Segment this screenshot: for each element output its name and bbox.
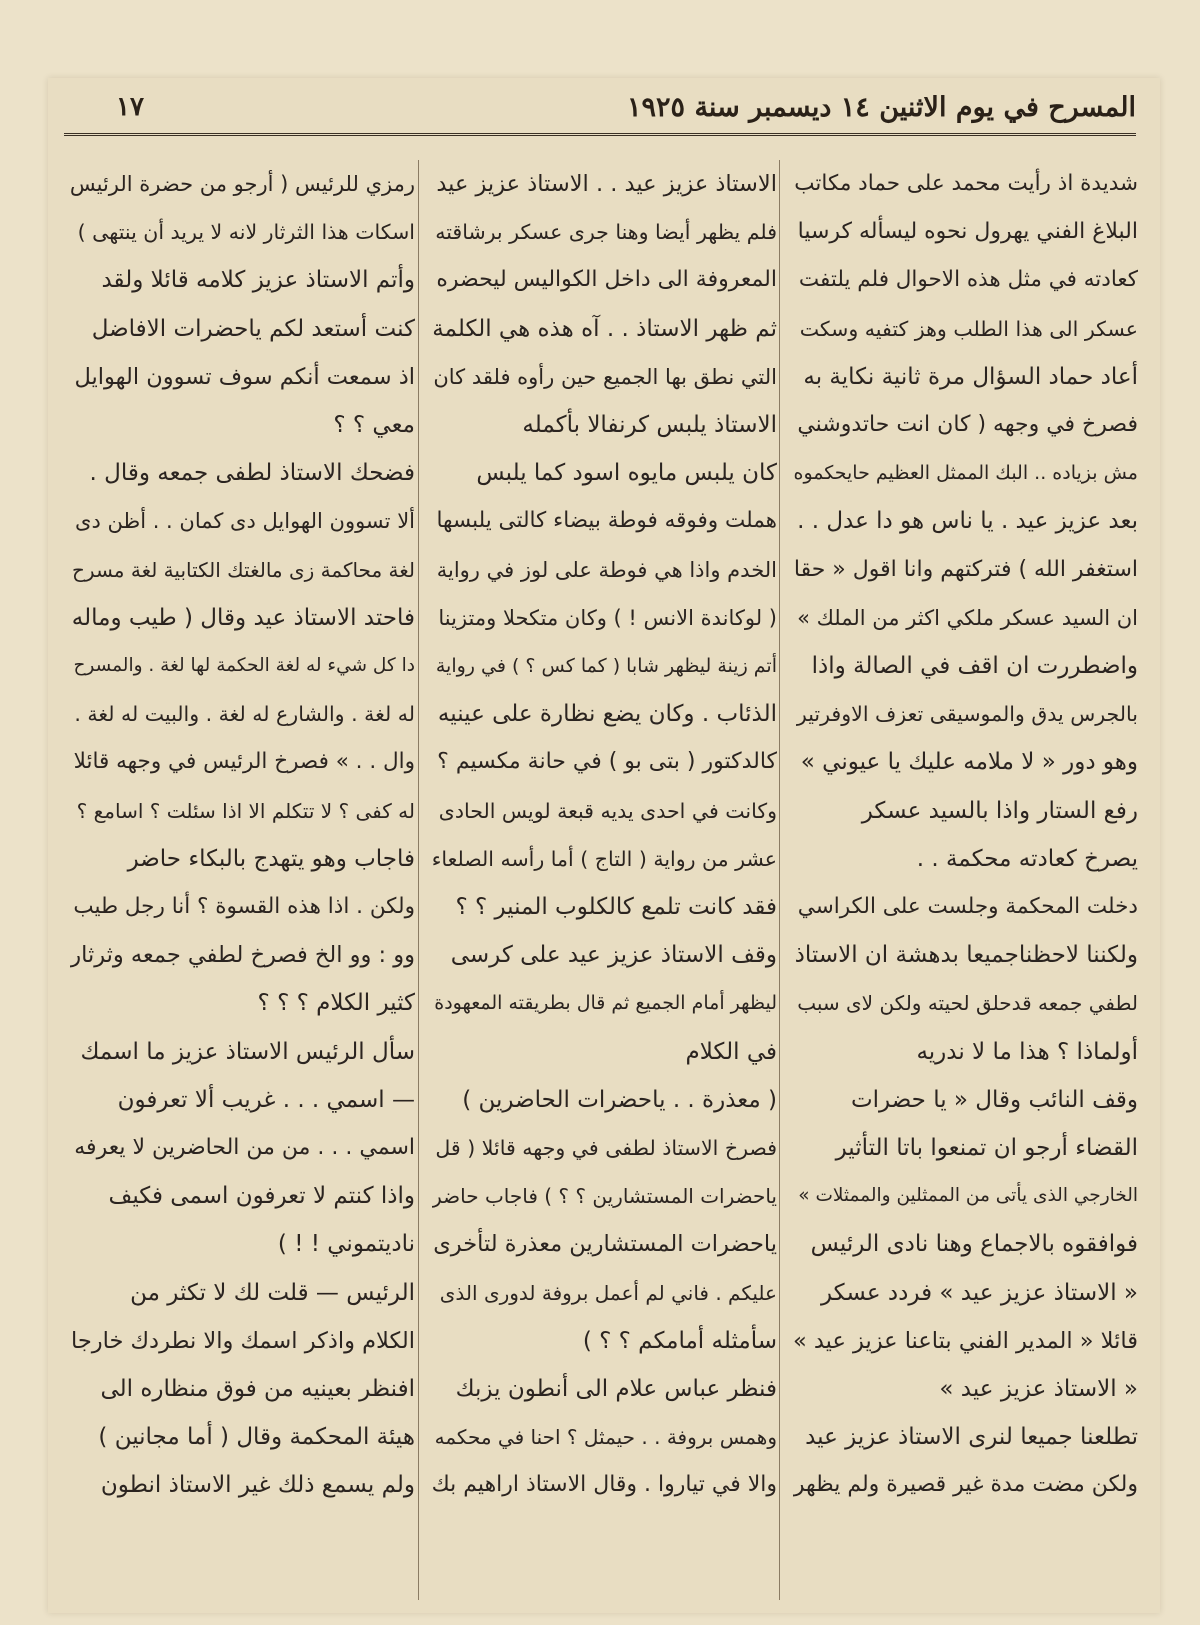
- text-line: بعد عزيز عيد . يا ناس هو دا عدل . .: [797, 508, 1138, 535]
- text-line: فلم يظهر أيضا وهنا جرى عسكر برشاقته: [435, 220, 777, 245]
- text-line: كثير الكلام ؟ ؟ ؟: [257, 990, 415, 1017]
- text-column-middle: [432, 160, 777, 1605]
- text-line: ( لوكاندة الانس ! ) وكان متكحلا ومتزينا: [438, 605, 777, 630]
- text-line: كعادته في مثل هذه الاحوال فلم يلتفت: [798, 267, 1138, 293]
- text-line: فنظر عباس علام الى أنطون يزبك: [455, 1376, 777, 1403]
- text-line: ولكن مضت مدة غير قصيرة ولم يظهر: [793, 1472, 1138, 1498]
- text-line: الخدم واذا هي فوطة على لوز في رواية: [436, 557, 777, 582]
- text-line: هيئة المحكمة وقال ( أما مجانين ): [98, 1424, 415, 1451]
- text-column-left: [70, 160, 415, 1605]
- column-divider: [779, 160, 780, 1600]
- text-line: كالدكتور ( بتى بو ) في حانة مكسيم ؟: [437, 749, 777, 775]
- text-line: افنظر بعينيه من فوق منظاره الى: [100, 1376, 415, 1403]
- text-line: أولماذا ؟ هذا ما لا ندريه: [916, 1038, 1138, 1065]
- text-line: أعاد حماد السؤال مرة ثانية نكاية به: [803, 363, 1138, 390]
- text-line: قائلا « المدير الفني بتاعنا عزيز عيد »: [793, 1327, 1138, 1354]
- text-line: القضاء أرجو ان تمنعوا باتا التأثير: [835, 1135, 1138, 1162]
- text-line: اسمي . . . من من الحاضرين لا يعرفه: [74, 1135, 415, 1161]
- page-header: [64, 92, 1136, 134]
- text-line: والا في تياروا . وقال الاستاذ اراهيم بك: [432, 1472, 777, 1498]
- text-line: له لغة . والشارع له لغة . والبيت له لغة .: [74, 702, 415, 727]
- text-line: ان السيد عسكر ملكي اكثر من الملك »: [797, 605, 1138, 630]
- text-line: كان يلبس مايوه اسود كما يلبس: [476, 460, 777, 487]
- text-line: « الاستاذ عزيز عيد »: [939, 1376, 1138, 1403]
- text-line: شديدة اذ رأيت محمد على حماد مكاتب: [794, 171, 1138, 196]
- text-line: فضحك الاستاذ لطفى جمعه وقال .: [89, 460, 415, 487]
- text-line: استغفر الله ) فتركتهم وانا اقول « حقا: [793, 556, 1138, 582]
- text-line: ياحضرات المستشارين ؟ ؟ ) فاجاب حاضر: [432, 1184, 777, 1209]
- text-line: هملت وفوقه فوطة بيضاء كالتى يلبسها: [436, 508, 777, 534]
- text-line: بالجرس يدق والموسيقى تعزف الاوفرتير: [796, 702, 1138, 727]
- text-line: عليكم . فاني لم أعمل بروفة لدورى الذى: [439, 1280, 777, 1305]
- text-line: وهو دور « لا ملامه عليك يا عيوني »: [800, 749, 1138, 776]
- text-line: — اسمي . . . غريب ألا تعرفون: [117, 1086, 415, 1113]
- text-line: رمزي للرئيس ( أرجو من حضرة الرئيس: [70, 172, 415, 196]
- text-line: فصرخ الاستاذ لطفى في وجهه قائلا ( قل: [435, 1136, 777, 1161]
- text-line: اسكات هذا الثرثار لانه لا يريد أن ينتهى ): [77, 220, 415, 245]
- header-rule: [64, 133, 1136, 136]
- text-line: دخلت المحكمة وجلست على الكراسي: [797, 894, 1138, 920]
- text-line: لغة محاكمة زى مالغتك الكتابية لغة مسرح: [72, 557, 415, 582]
- text-line: فصرخ في وجهه ( كان انت حاتدوشني: [797, 412, 1138, 438]
- text-line: ولكن . اذا هذه القسوة ؟ أنا رجل طيب: [73, 894, 415, 920]
- text-line: البلاغ الفني يهرول نحوه ليسأله كرسيا: [797, 219, 1138, 245]
- text-line: كنت أستعد لكم ياحضرات الافاضل: [91, 315, 415, 342]
- text-line: ياحضرات المستشارين معذرة لتأخرى: [433, 1231, 777, 1258]
- text-line: الاستاذ يلبس كرنفالا بأكمله: [522, 412, 777, 439]
- text-line: له كفى ؟ لا تتكلم الا اذا سئلت ؟ اسامع ؟: [76, 798, 415, 823]
- text-line: المعروفة الى داخل الكواليس ليحضره: [436, 267, 777, 293]
- text-line: الذئاب . وكان يضع نظارة على عينيه: [437, 701, 777, 728]
- text-line: سأل الرئيس الاستاذ عزيز ما اسمك: [80, 1038, 415, 1065]
- text-line: يصرخ كعادته محكمة . .: [916, 845, 1138, 872]
- text-line: واضطررت ان اقف في الصالة واذا: [811, 653, 1138, 680]
- text-line: وو : وو الخ فصرخ لطفي جمعه وثرثار: [70, 942, 415, 969]
- text-line: ( معذرة . . ياحضرات الحاضرين ): [462, 1086, 777, 1113]
- text-line: وأتم الاستاذ عزيز كلامه قائلا ولقد: [101, 267, 415, 294]
- text-line: فقد كانت تلمع كالكلوب المنير ؟ ؟: [455, 894, 777, 921]
- text-line: رفع الستار واذا بالسيد عسكر: [861, 797, 1138, 824]
- text-line: وكانت في احدى يديه قبعة لويس الحادى: [438, 798, 777, 823]
- text-line: ناديتموني ! ! ): [277, 1231, 415, 1258]
- text-line: فوافقوه بالاجماع وهنا نادى الرئيس: [810, 1231, 1138, 1258]
- text-line: عشر من رواية ( التاج ) أما رأسه الصلعاء: [432, 846, 777, 871]
- text-column-right: [793, 160, 1138, 1605]
- text-line: معي ؟ ؟: [333, 412, 415, 439]
- text-line: فاجاب وهو يتهدج بالبكاء حاضر: [127, 845, 415, 872]
- text-line: ثم ظهر الاستاذ . . آه هذه هي الكلمة: [432, 315, 777, 342]
- text-line: وقف الاستاذ عزيز عيد على كرسى: [450, 942, 777, 969]
- text-line: التي نطق بها الجميع حين رأوه فلقد كان: [433, 364, 777, 389]
- page-number: ١٧: [116, 92, 144, 122]
- text-line: وال . . » فصرخ الرئيس في وجهه قائلا: [73, 749, 415, 775]
- text-line: ولكننا لاحظناجميعا بدهشة ان الاستاذ: [794, 942, 1138, 969]
- text-line: « الاستاذ عزيز عيد » فردد عسكر: [820, 1279, 1138, 1306]
- text-line: فاحتد الاستاذ عيد وقال ( طيب وماله: [71, 604, 415, 631]
- text-line: ألا تسوون الهوايل دى كمان . . أظن دى: [75, 509, 415, 534]
- text-line: اذ سمعت أنكم سوف تسوون الهوايل: [74, 363, 415, 390]
- header-title: المسرح في يوم الاثنين ١٤ ديسمبر سنة ١٩٢٥: [627, 92, 1136, 123]
- text-line: مش بزياده .. البك الممثل العظيم حايحكموه: [793, 462, 1138, 485]
- text-line: واذا كنتم لا تعرفون اسمى فكيف: [108, 1183, 415, 1210]
- text-line: أتم زينة ليظهر شابا ( كما كس ؟ ) في رواية: [435, 655, 777, 678]
- text-line: الاستاذ عزيز عيد . . الاستاذ عزيز عيد: [436, 171, 777, 197]
- text-line: الخارجي الذى يأتى من الممثلين والممثلات »: [798, 1185, 1138, 1207]
- text-line: وقف النائب وقال « يا حضرات: [851, 1086, 1138, 1113]
- text-line: في الكلام: [685, 1038, 777, 1065]
- text-line: الرئيس — قلت لك لا تكثر من: [130, 1279, 415, 1306]
- text-line: الكلام واذكر اسمك والا نطردك خارجا: [70, 1327, 415, 1354]
- text-line: ولم يسمع ذلك غير الاستاذ انطون: [100, 1472, 415, 1499]
- text-line: تطلعنا جميعا لنرى الاستاذ عزيز عيد: [805, 1424, 1138, 1451]
- text-line: وهمس بروفة . . حيمثل ؟ احنا في محكمه: [434, 1425, 777, 1450]
- text-line: سأمثله أمامكم ؟ ؟ ): [582, 1327, 777, 1354]
- column-divider: [418, 160, 419, 1600]
- text-line: دا كل شيء له لغة الحكمة لها لغة . والمسرح: [73, 655, 415, 677]
- text-line: ليظهر أمام الجميع ثم قال بطريقته المعهودة: [434, 992, 777, 1015]
- text-line: لطفي جمعه قدحلق لحيته ولكن لاى سبب: [797, 991, 1138, 1016]
- text-line: عسكر الى هذا الطلب وهز كتفيه وسكت: [799, 316, 1138, 341]
